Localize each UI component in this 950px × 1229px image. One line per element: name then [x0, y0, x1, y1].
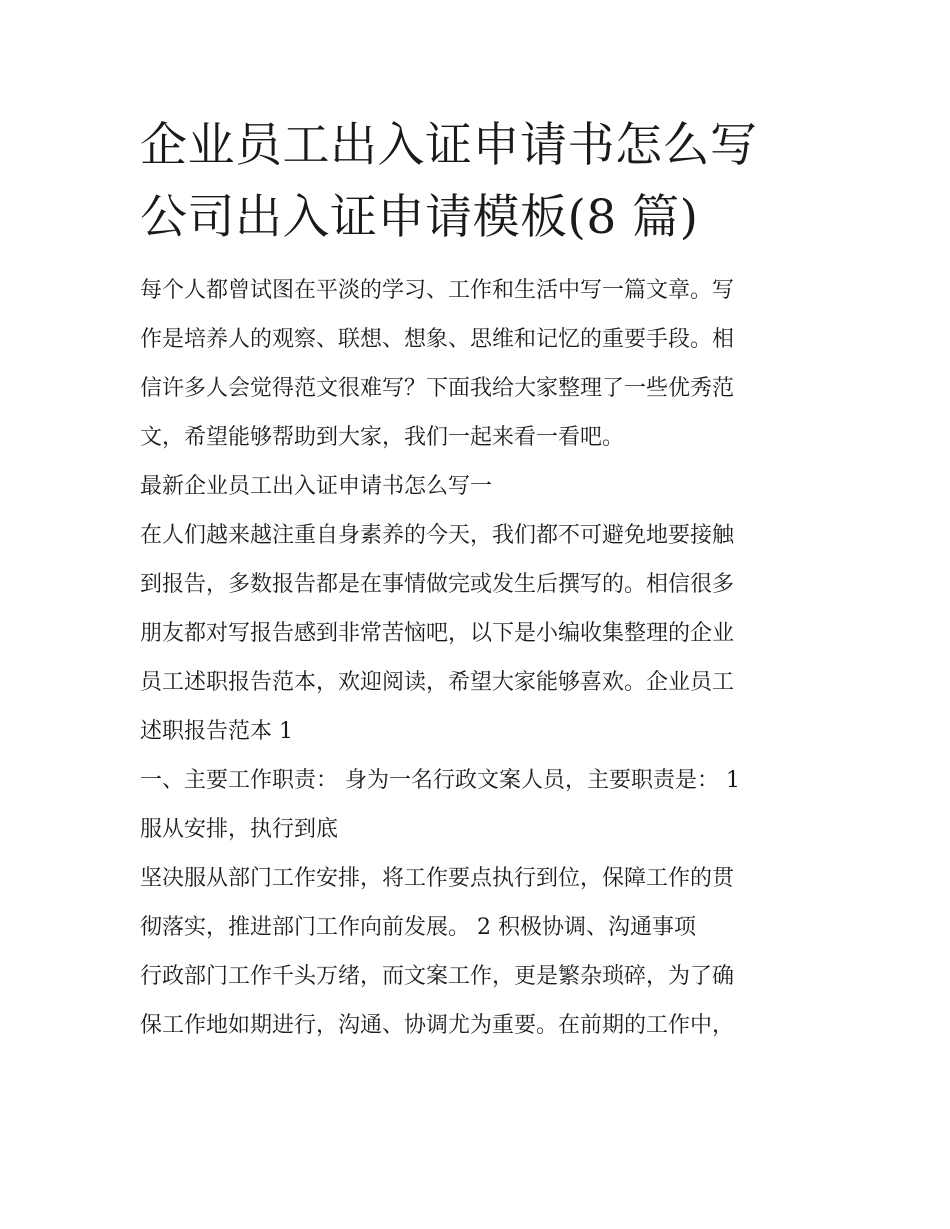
- document-title: [140, 110, 815, 254]
- text-line: 保工作地如期进行，沟通、协调尤为重要。在前期的工作中，: [140, 1013, 735, 1038]
- text-line: 彻落实，推进部门工作向前发展。 2 积极协调、沟通事项: [140, 915, 696, 940]
- text-line: 员工述职报告范本，欢迎阅读，希望大家能够喜欢。企业员工: [140, 670, 735, 695]
- title-line: 公司出入证申请模板(8 篇): [140, 190, 699, 245]
- text-line: 到报告，多数报告都是在事情做完或发生后撰写的。相信很多: [140, 572, 735, 597]
- text-line: 一、主要工作职责： 身为一名行政文案人员，主要职责是： 1: [140, 768, 740, 793]
- body-paragraph: [140, 854, 815, 952]
- intro-paragraph: [140, 266, 815, 462]
- text-line: 在人们越来越注重自身素养的今天，我们都不可避免地要接触: [140, 523, 735, 548]
- text-line: 坚决服从部门工作安排，将工作要点执行到位，保障工作的贯: [140, 866, 735, 891]
- text-line: 作是培养人的观察、联想、想象、思维和记忆的重要手段。相: [140, 327, 735, 352]
- title-line: 企业员工出入证申请书怎么写: [140, 118, 758, 173]
- document-page: [140, 110, 815, 1050]
- text-line: 述职报告范本 1: [140, 719, 293, 744]
- text-line: 文，希望能够帮助到大家，我们一起来看一看吧。: [140, 425, 625, 450]
- body-paragraph: [140, 756, 815, 854]
- text-line: 每个人都曾试图在平淡的学习、工作和生活中写一篇文章。写: [140, 278, 735, 303]
- text-line: 行政部门工作千头万绪，而文案工作，更是繁杂琐碎，为了确: [140, 964, 735, 989]
- text-line: 服从安排，执行到底: [140, 817, 339, 842]
- text-line: 最新企业员工出入证申请书怎么写一: [140, 474, 493, 499]
- body-paragraph: [140, 511, 815, 756]
- text-line: 朋友都对写报告感到非常苦恼吧，以下是小编收集整理的企业: [140, 621, 735, 646]
- text-line: 信许多人会觉得范文很难写？下面我给大家整理了一些优秀范: [140, 376, 735, 401]
- body-paragraph: [140, 952, 815, 1050]
- section-heading: [140, 462, 815, 511]
